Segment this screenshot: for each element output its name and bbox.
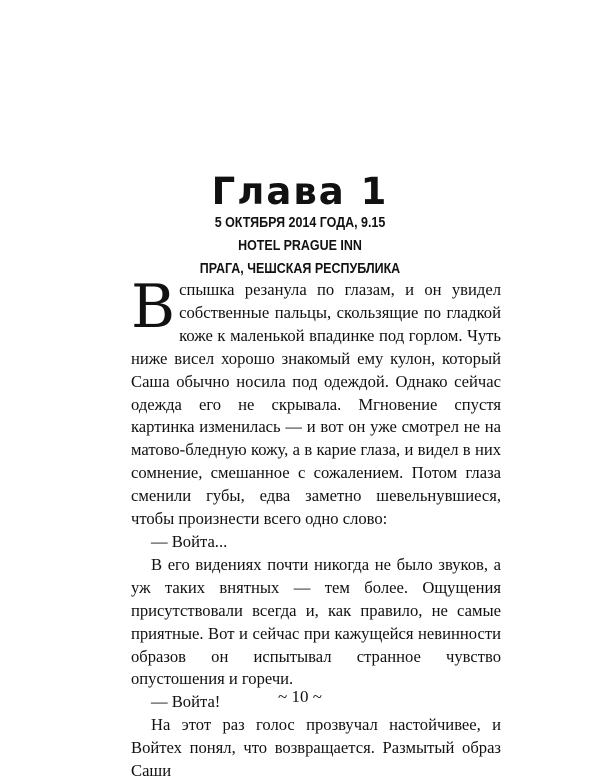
paragraph-1-text: спышка резанула по глазам, и он увидел собственные пальцы, скользящие по гладкой коже к маленькой впадинке под горлом. Чуть ниже висел хорошо знакомый ему кулон, который Саша обычно носила под одеждой. Однако сейчас одежда его не скрывала. Мгновение спустя картинка изменилась — и вот он уже смотрел не на матово-бледную кожу, а в карие глаза, и видел в них сомнение, смешанное с сожалением. Потом глаза сменили губы, едва заметно шевельнувшиеся, чтобы произнести всего одно слово: <box>131 280 501 529</box>
paragraph-5: На этот раз голос прозвучал настойчивее, и Войтех понял, что возвращается. Размытый образ Саши <box>131 715 501 781</box>
paragraph-2: — Войта... <box>151 531 228 551</box>
paragraph-1 <box>131 272 501 531</box>
chapter-title: Глава 1 <box>211 170 389 213</box>
chapter-date: 5 ОКТЯБРЯ 2014 ГОДА, 9.15 <box>214 215 386 231</box>
paragraph-4: — Войта! <box>151 692 221 712</box>
drop-cap: В <box>131 272 176 342</box>
chapter-hotel: HOTEL PRAGUE INN <box>238 238 362 254</box>
chapter-place: ПРАГА, ЧЕШСКАЯ РЕСПУБЛИКА <box>199 261 401 277</box>
page-number: ~ 10 ~ <box>278 687 322 706</box>
chapter-body <box>131 272 501 783</box>
paragraph-3: В его видениях почти никогда не было звуков, а уж таких внятных — тем более. Ощущения присутствовали всегда и, как правило, не самые приятные. Вот и сейчас при кажущейся невинности образов он испытывал странное чувство опустошения и горечи. <box>131 554 501 689</box>
